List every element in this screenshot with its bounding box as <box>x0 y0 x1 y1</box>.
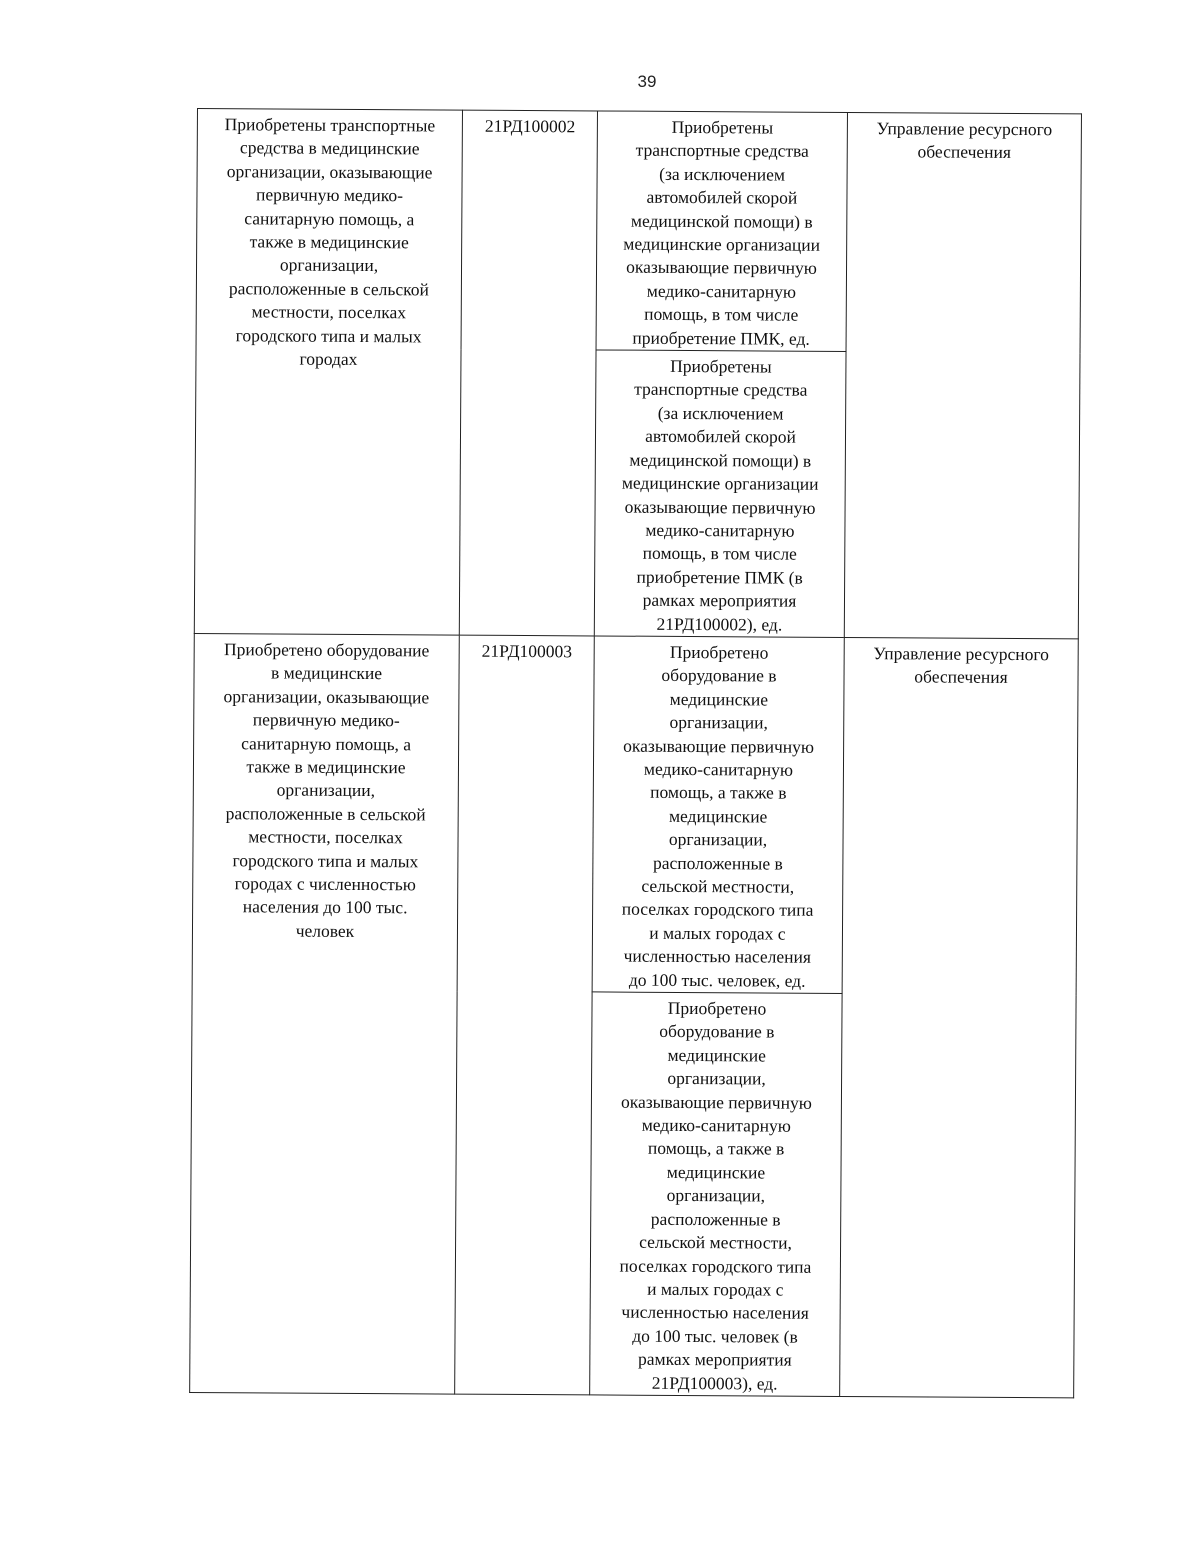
indicator-cell <box>594 350 846 637</box>
table-row <box>196 109 1081 353</box>
indicator-cell <box>590 992 842 1396</box>
events-table <box>189 108 1082 1398</box>
event-code: 21РД100002 <box>484 115 576 137</box>
responsible-text: Управление ресурсного обеспечения <box>873 643 1049 688</box>
responsible-cell <box>844 112 1081 638</box>
table-row <box>192 633 1078 994</box>
responsible-cell <box>840 637 1079 1397</box>
indicator-text: Приобретено оборудование в медицинские организации, оказывающие первичную медико-санитарную помощь, а также в медицинские организации, расположенные в сельской местности, поселках городского типа и малых городах с численностью населения до 100 тыс. человек (в рамках мероприятия 21РД100003), ед. <box>619 997 812 1394</box>
event-code-cell <box>459 110 597 636</box>
indicator-cell <box>592 636 844 994</box>
event-name: Приобретены транспортные средства в медицинские организации, оказывающие первичную медико- санитарную помощь, а также в медицинские организации, расположенные в сельской местности, поселках городского типа и малых городах <box>224 114 436 370</box>
page-number: 39 <box>637 72 657 91</box>
responsible-text: Управление ресурсного обеспечения <box>876 118 1053 163</box>
event-code-cell <box>455 635 595 1395</box>
indicator-cell <box>596 111 847 352</box>
event-code: 21РД100003 <box>481 640 573 662</box>
event-name-cell <box>190 633 460 1394</box>
event-name: Приобретено оборудование в медицинские организации, оказывающие первичную медико- санитарную помощь, а также в медицинские организации, расположенные в сельской местности, поселках городского типа и малых городах с численностью населения до 100 тыс. человек <box>223 639 430 941</box>
event-name-cell <box>194 109 462 636</box>
indicator-text: Приобретены транспортные средства (за исключением автомобилей скорой медицинской помощи) в медицинские организации оказывающие первичную медико-санитарную помощь, в том числе приобретение ПМК (в рамках мероприятия 21РД100002), ед. <box>621 355 819 635</box>
indicator-text: Приобретено оборудование в медицинские организации, оказывающие первичную медико-санитарную помощь, а также в медицинские организации, расположенные в сельской местности, поселках городского типа и малых городах с численностью населения до 100 тыс. человек, ед. <box>621 641 815 991</box>
indicator-text: Приобретены транспортные средства (за исключением автомобилей скорой медицинской помощи) в медицинские организации оказывающие первичную медико-санитарную помощь, в том числе приобретение ПМК, ед. <box>623 116 821 349</box>
